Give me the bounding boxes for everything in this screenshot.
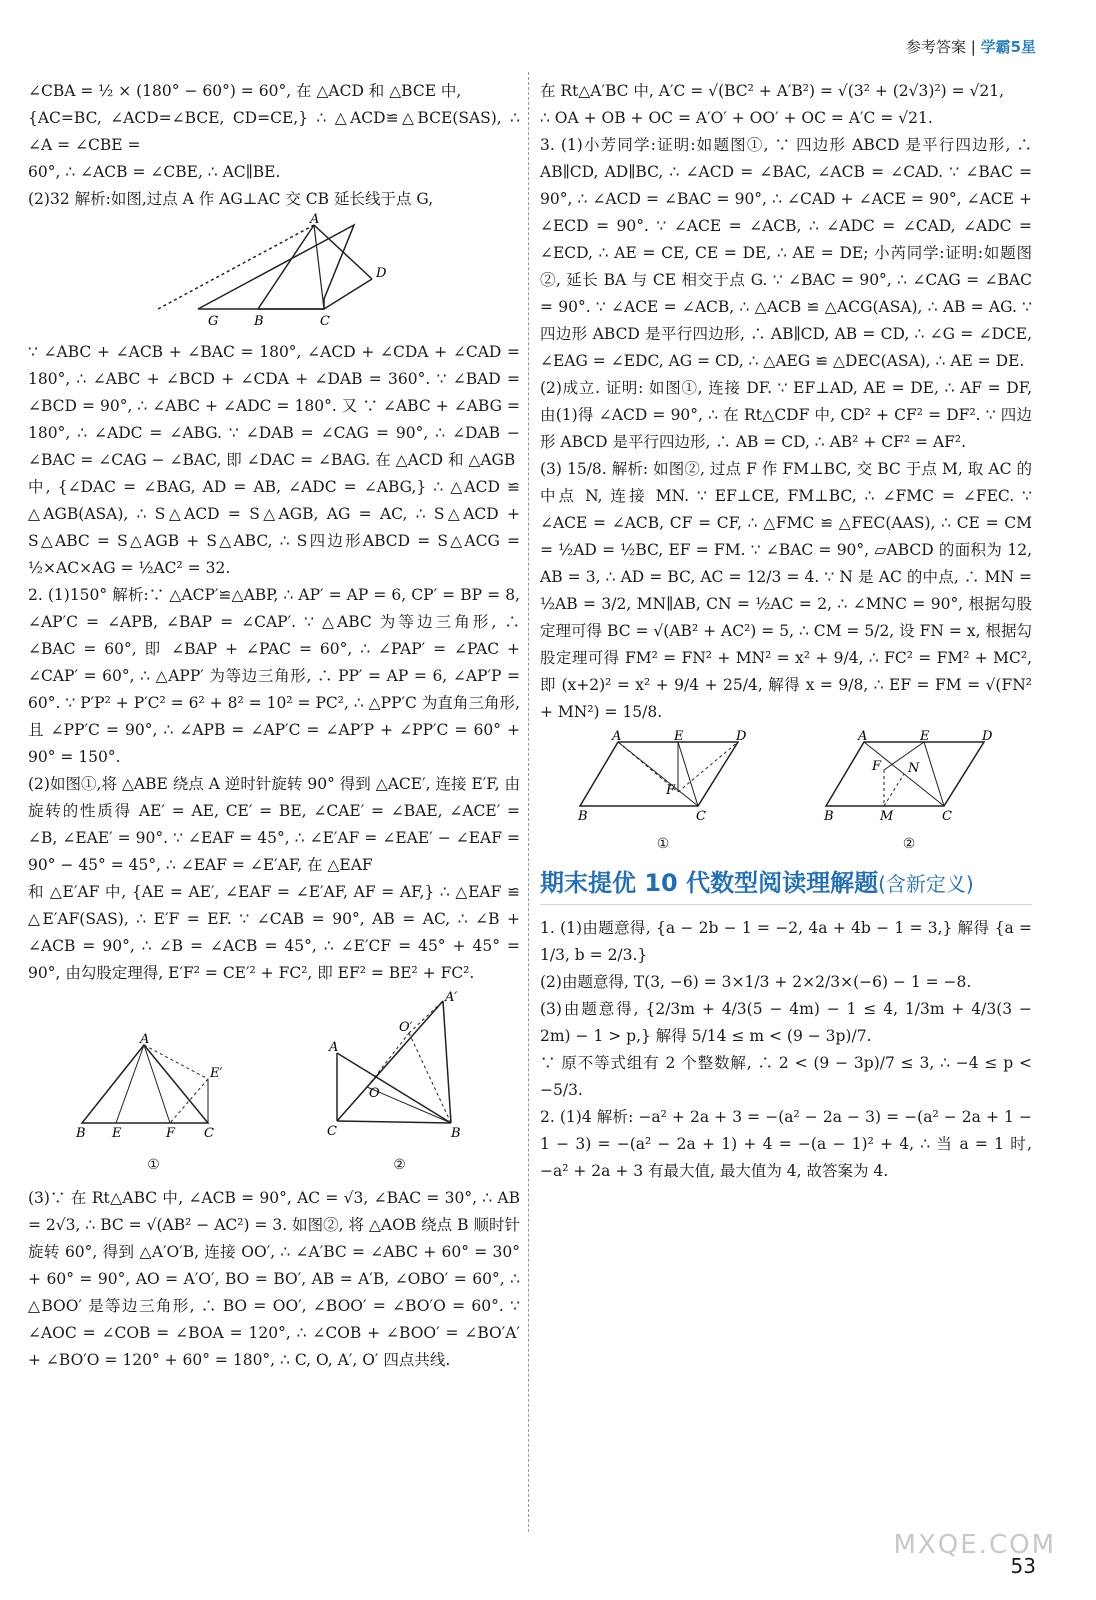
label-e-prime: E′ (209, 1066, 222, 1081)
paragraph: 和 △E′AF 中, {AE = AE′, ∠EAF = ∠E′AF, AF = AF,} ∴ △EAF ≌ △E′AF(SAS), ∴ E′F = EF. ∵ ∠CAB = 90°, AB = AC, ∴ ∠B + ∠ACB = 90°, ∴ ∠B = ∠ACB = 45°, ∴ ∠E′CF = 45° + 45° = 90°, 由勾股定理得, E′F² = CE′² + FC², 即 EF² = BE² + FC². (28, 883, 520, 982)
label-n: N (908, 761, 920, 776)
label-b: B (254, 314, 264, 329)
figure-row-2 (28, 990, 520, 1179)
figure-row-3 (540, 729, 1032, 858)
paragraph: 60°, ∴ ∠ACB = ∠CBE, ∴ AC∥BE. (28, 163, 281, 181)
paragraph: (2)由题意得, T(3, −6) = 3×1/3 + 2×2/3×(−6) − 1 = −8. (540, 973, 972, 991)
figure-caption-2: ② (902, 836, 916, 852)
header-label: 参考答案 (905, 38, 966, 56)
right-column (540, 78, 1032, 1185)
section-title-text: 期末提优 10 代数型阅读理解题 (540, 869, 879, 897)
label-d: D (376, 266, 387, 281)
figure-quadrilateral (174, 212, 387, 335)
figure-triangle-2 (325, 990, 475, 1143)
paragraph: 中, {∠DAC = ∠BAG, AD = AB, ∠ADC = ∠ABG,} ∴ △ACD ≌ △AGB(ASA), ∴ S△ACD = S△AGB, AG = AC, ∴ S△ACD + S△ABC = S△AGB + S△ABC, ∴ S四边形ABCD = S△ACG = ½×AC×AG = ½AC² = 32. (28, 478, 520, 577)
label-a: A (858, 729, 868, 744)
paragraph: (2)如图①,将 △ABE 绕点 A 逆时针旋转 90° 得到 △ACE′, 连接 E′F, 由旋转的性质得 AE′ = AE, CE′ = BE, ∠CAE′ = ∠BAE, ∠ACE′ = ∠B, ∠EAE′ = 90°. ∵ ∠EAF = 45°, ∴ ∠E′AF = ∠EAE′ − ∠EAF = 90° − 45° = 45°, ∴ ∠EAF = ∠E′AF, 在 △EAF (28, 775, 520, 874)
paragraph: 2. (1)150° 解析:∵ △ACP′≌△ABP, ∴ AP′ = AP = 6, CP′ = BP = 8, ∠AP′C = ∠APB, ∠BAP = ∠CAP′. ∵ △ABC 为等边三角形, ∴ ∠BAC = 60°, 即 ∠BAP + ∠PAC = 60°, ∴ ∠PAP′ = ∠PAC + ∠CAP′ = 60°, ∴ △APP′ 为等边三角形, ∴ PP′ = AP = 6, ∠AP′P = 60°. ∵ P′P² + P′C² = 6² + 8² = 10² = PC², ∴ △PP′C 为直角三角形, 且 ∠PP′C = 90°, ∴ ∠APB = ∠AP′C = ∠AP′P + ∠PP′C = 60° + 90° = 150°. (28, 586, 520, 766)
figure-parallelogram-1 (578, 729, 748, 824)
figure-caption-1: ① (147, 1157, 160, 1173)
paragraph: ∵ 原不等式组有 2 个整数解, ∴ 2 < (9 − 3p)/7 ≤ 3, ∴ −4 ≤ p < −5/3. (540, 1054, 1032, 1099)
paragraph: (3) 15/8. 解析: 如图②, 过点 F 作 FM⊥BC, 交 BC 于点 M, 取 AC 的中点 N, 连接 MN. ∵ EF⊥CE, FM⊥BC, ∴ ∠FMC = ∠FEC. ∵ ∠ACE = ∠ACB, CF = CF, ∴ △FMC ≌ △FEC(AAS), ∴ CE = CM = ½AD = ½BC, EF = FM. ∵ ∠BAC = 90°, ▱ABCD 的面积为 12, AB = 3, ∴ AD = BC, AC = 12/3 = 4. ∵ N 是 AC 的中点, ∴ MN = ½AB = 3/2, MN∥AB, CN = ½AC = 2, ∴ ∠MNC = 90°, 根据勾股定理可得 BC = √(AB² + AC²) = 5, ∴ CM = 5/2, 设 FN = x, 根据勾股定理可得 FM² = FN² + MN² = x² + 9/4, ∴ FC² = FM² + MC², 即 (x+2)² = x² + 9/4 + 25/4, 解得 x = 9/8, ∴ EF = FM = √(FN² + MN²) = 15/8. (540, 460, 1032, 721)
label-f: F (872, 759, 882, 774)
label-a: A (139, 1032, 149, 1047)
paragraph: (2)成立. 证明: 如图①, 连接 DF. ∵ EF⊥AD, AE = DE, ∴ AF = DF, 由(1)得 ∠ACD = 90°, ∴ 在 Rt△CDF 中, CD² + CF² = DF². ∵ 四边形 ABCD 是平行四边形, ∴ AB = CD, ∴ AB² + CF² = AF². (540, 379, 1032, 451)
page-number: 53 (1010, 1554, 1036, 1578)
label-b: B (578, 809, 588, 824)
label-b: B (450, 1126, 461, 1141)
column-divider (528, 72, 529, 1532)
page-header: 参考答案 | 学霸5星 (905, 38, 1036, 56)
label-o-prime: O′ (398, 1020, 413, 1035)
watermark: MXQE.COM (893, 1530, 1056, 1560)
paragraph: (2)32 解析:如图,过点 A 作 AG⊥AC 交 CB 延长线于点 G, (28, 190, 434, 208)
label-a: A (310, 212, 320, 227)
label-a: A (328, 1040, 338, 1055)
paragraph: (3)∵ 在 Rt△ABC 中, ∠ACB = 90°, AC = √3, ∠BAC = 30°, ∴ AB = 2√3, ∴ BC = √(AB² − AC²) = 3. 如图②, 将 △AOB 绕点 B 顺时针旋转 60°, 得到 △A′O′B, 连接 OO′, ∴ ∠A′BC = ∠ABC + 60° = 30° + 60° = 90°, AO = A′O′, BO = BO′, AB = A′B, ∠OBO′ = 60°, ∴ △BOO′ 是等边三角形, ∴ BO = OO′, ∠BOO′ = ∠BO′O = 60°. ∵ ∠AOC = ∠COB = ∠BOA = 120°, ∴ ∠COB + ∠BOO′ = ∠BO′A′ + ∠BO′O = 120° + 60° = 180°, ∴ C, O, A′, O′ 四点共线. (28, 1189, 520, 1369)
label-f: F (165, 1126, 175, 1141)
paragraph: (3)由题意得, {2/3m + 4/3(5 − 4m) − 1 ≤ 4, 1/3m + 4/3(3 − 2m) − 1 > p,} 解得 5/14 ≤ m < (9 − 3p)/7. (540, 1000, 1032, 1045)
label-d: D (736, 729, 747, 744)
figure-caption-2: ② (393, 1157, 406, 1173)
label-o: O (368, 1086, 380, 1101)
label-e: E (920, 729, 930, 744)
section-title-note: (含新定义) (878, 872, 974, 896)
label-f: F (666, 783, 676, 798)
paragraph: 在 Rt△A′BC 中, A′C = √(BC² + A′B²) = √(3² + (2√3)²) = √21, (540, 82, 1005, 100)
label-d: D (982, 729, 993, 744)
figure-parallelogram-2 (824, 729, 994, 824)
paragraph: {AC=BC, ∠ACD=∠BCE, CD=CE,} ∴ △ACD≌△BCE(SAS), ∴ ∠A = ∠CBE = (28, 109, 520, 154)
paragraph: 2. (1)4 解析: −a² + 2a + 3 = −(a² − 2a − 3) = −(a² − 2a + 1 − 1 − 3) = −(a² − 2a + 1) + 4 = −(a − 1)² + 4, ∴ 当 a = 1 时, −a² + 2a + 3 有最大值, 最大值为 4, 故答案为 4. (540, 1108, 1032, 1180)
label-c: C (326, 1124, 337, 1139)
paragraph: ∵ ∠ABC + ∠ACB + ∠BAC = 180°, ∠ACD + ∠CDA + ∠CAD = 180°, ∴ ∠ABC + ∠BCD + ∠CDA + ∠DAB = 360°. ∵ ∠BAD = ∠BCD = 90°, ∴ ∠ABC + ∠ADC = 180°. 又 ∵ ∠ABC + ∠ABG = 180°, ∴ ∠ADC = ∠ABG. ∵ ∠DAB = ∠CAG = 90°, ∴ ∠DAB − ∠BAC = ∠CAG − ∠BAC, 即 ∠DAC = ∠BAG. 在 △ACD 和 △AGB (28, 343, 520, 469)
paragraph: ∠CBA = ½ × (180° − 60°) = 60°, 在 △ACD 和 △BCE 中, (28, 82, 462, 100)
figure-triangle-1 (74, 1033, 234, 1143)
left-column (28, 78, 520, 1374)
label-c: C (320, 314, 330, 329)
paragraph: 3. (1)小芳同学:证明:如题图①, ∵ 四边形 ABCD 是平行四边形, ∴ AB∥CD, AD∥BC, ∴ ∠ACD = ∠BAC, ∠ACB = ∠CAD. ∵ ∠BAC = 90°, ∴ ∠ACD = ∠BAC = 90°, ∴ ∠CAD + ∠ACE = 90°, ∠ACE + ∠ECD = 90°. ∵ ∠ACE = ∠ACB, ∴ ∠ADC = ∠CAD, ∠ADC = ∠ECD, ∴ AE = CE, CE = DE, ∴ AE = DE; 小芮同学:证明:如题图②, 延长 BA 与 CE 相交于点 G. ∵ ∠BAC = 90°, ∴ ∠CAG = ∠BAC = 90°. ∵ ∠ACE = ∠ACB, ∴ △ACB ≌ △ACG(ASA), ∴ AB = AG. ∵ 四边形 ABCD 是平行四边形, ∴ AB∥CD, AB = CD, ∴ ∠G = ∠DCE, ∠EAG = ∠EDC, AG = CD, ∴ △AEG ≌ △DEC(ASA), ∴ AE = DE. (540, 136, 1032, 370)
label-a: A (612, 729, 622, 744)
brand-name: 学霸5星 (980, 38, 1036, 56)
label-b: B (75, 1126, 86, 1141)
paragraph: 1. (1)由题意得, {a − 2b − 1 = −2, 4a + 4b − 1 = 3,} 解得 {a = 1/3, b = 2/3.} (540, 919, 1032, 964)
label-e: E (111, 1126, 121, 1141)
figure-caption-1: ① (656, 836, 670, 852)
label-e: E (674, 729, 684, 744)
label-c: C (942, 809, 952, 824)
paragraph: ∴ OA + OB + OC = A′O′ + OO′ + OC = A′C = √21. (540, 109, 933, 127)
label-c: C (696, 809, 706, 824)
label-c: C (203, 1126, 214, 1141)
section-title (540, 870, 1032, 905)
label-m: M (880, 809, 894, 824)
label-g: G (208, 314, 219, 329)
label-b: B (824, 809, 834, 824)
label-a-prime: A′ (444, 990, 457, 1005)
